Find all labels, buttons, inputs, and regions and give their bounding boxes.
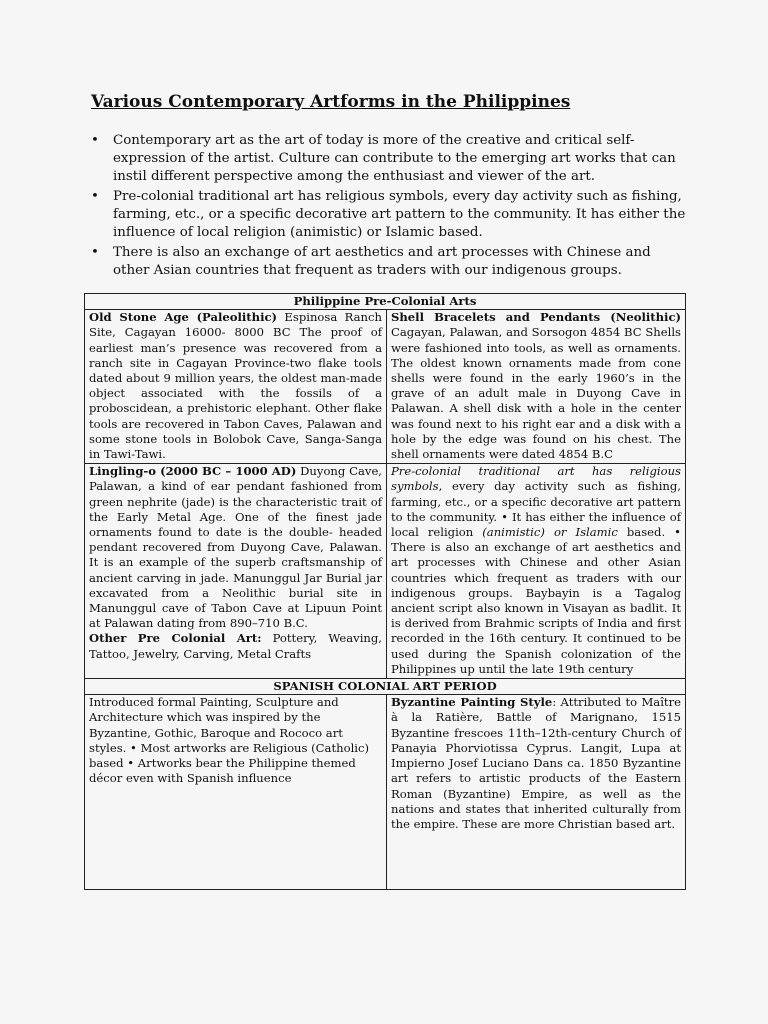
spanish-intro-text: Introduced formal Painting, Sculpture and Architecture which was inspired by the Byzantine, Gothic, Baroque and Rococo art styles. • Most artworks are Religious (Catholic) based • Artworks bear the Philippine themed décor even with Spanish influence (89, 695, 369, 786)
precolonial-note-cell (387, 464, 686, 679)
precolonial-note-italic-1: Pre-colonial traditional art has religious symbols (391, 464, 681, 494)
byzantine-heading: Byzantine Painting Style (391, 695, 553, 710)
bullet-item: • There is also an exchange of art aesthetics and art processes with Chinese and other Asian countries that frequent as traders with our indigenous groups. (91, 244, 691, 280)
other-precolonial-text: Pottery, Weaving, Tattoo, Jewelry, Carving, Metal Crafts (89, 631, 382, 661)
spanish-header: SPANISH COLONIAL ART PERIOD (85, 679, 686, 695)
paleolithic-heading: Old Stone Age (Paleolithic) (89, 310, 278, 325)
byzantine-text: : Attributed to Maître à la Ratière, Battle of Marignano, 1515 Byzantine frescoes 11th–12th-century Church of Panayia Phorviotissa Cyprus. Langit, Lupa at Impierno Josef Luciano Dans ca. 1850 Byzantine art refers to artistic products of the Eastern Roman (Byzantine) Empire, as well as the nations and states that inherited culturally from the empire. These are more Christian based art. (391, 695, 681, 831)
precolonial-note-text-1: , every day activity such as fishing, farming, etc., or a specific decorative art pattern to the community. • It has either the influence of local religion (391, 479, 681, 540)
bullet-item: • Contemporary art as the art of today is more of the creative and critical self-expression of the artist. Culture can contribute to the emerging art works that can instil different perspective among the enthusiast and viewer of the art. (91, 132, 691, 186)
precolonial-note-italic-2: (animistic) or Islamic (482, 525, 618, 540)
neolithic-cell (387, 310, 686, 464)
page-title: Various Contemporary Artforms in the Philippines (91, 92, 571, 112)
other-precolonial-heading: Other Pre Colonial Art: (89, 631, 262, 646)
lingling-text: Duyong Cave, Palawan, a kind of ear pendant fashioned from green nephrite (jade) is the characteristic trait of the Early Metal Age. One of the finest jade ornaments found to date is the double- headed pendant recovered from Duyong Cave, Palawan. It is an example of the superb craftsmanship of ancient carving in jade. Manunggul Jar Burial jar excavated from a Neolithic burial site in Manunggul cave of Tabon Cave at Lipuun Point at Palawan dating from 890–710 B.C. (89, 464, 382, 631)
byzantine-cell (387, 695, 686, 890)
precolonial-header: Philippine Pre-Colonial Arts (85, 294, 686, 310)
paleolithic-cell (85, 310, 387, 464)
intro-bullet-list (91, 132, 691, 282)
paleolithic-text: Espinosa Ranch Site, Cagayan 16000- 8000 BC The proof of earliest man’s presence was recovered from a ranch site in Cagayan Province-two flake tools dated about 9 million years, the oldest man-made object associated with the fossils of a proboscidean, a prehistoric elephant. Other flake tools are recovered in Tabon Caves, Palawan and some stone tools in Bolobok Cave, Sanga-Sanga in Tawi-Tawi. (89, 310, 382, 462)
lingling-cell (85, 464, 387, 679)
art-periods-table (84, 293, 686, 890)
lingling-heading: Lingling-o (2000 BC – 1000 AD) (89, 464, 297, 479)
neolithic-heading: Shell Bracelets and Pendants (Neolithic) (391, 310, 681, 325)
bullet-item: • Pre-colonial traditional art has religious symbols, every day activity such as fishing, farming, etc., or a specific decorative art pattern to the community. It has either the influence of local religion (animistic) or Islamic based. (91, 188, 691, 242)
neolithic-text: Cagayan, Palawan, and Sorsogon 4854 BC Shells were fashioned into tools, as well as ornaments. The oldest known ornaments made from cone shells were found in the early 1960’s in the grave of an adult male in Duyong Cave in Palawan. A shell disk with a hole in the center was found next to his right ear and a disk with a hole by the edge was found on his chest. The shell ornaments were dated 4854 B.C (391, 325, 681, 462)
precolonial-note-text-2: based. • There is also an exchange of art aesthetics and art processes with Chinese and other Asian countries which frequent as traders with our indigenous groups. Baybayin is a Tagalog ancient script also known in Visayan as badlit. It is derived from Brahmic scripts of India and first recorded in the 16th century. It continued to be used during the Spanish colonization of the Philippines up until the late 19th century (391, 525, 681, 676)
spanish-intro-cell (85, 695, 387, 890)
